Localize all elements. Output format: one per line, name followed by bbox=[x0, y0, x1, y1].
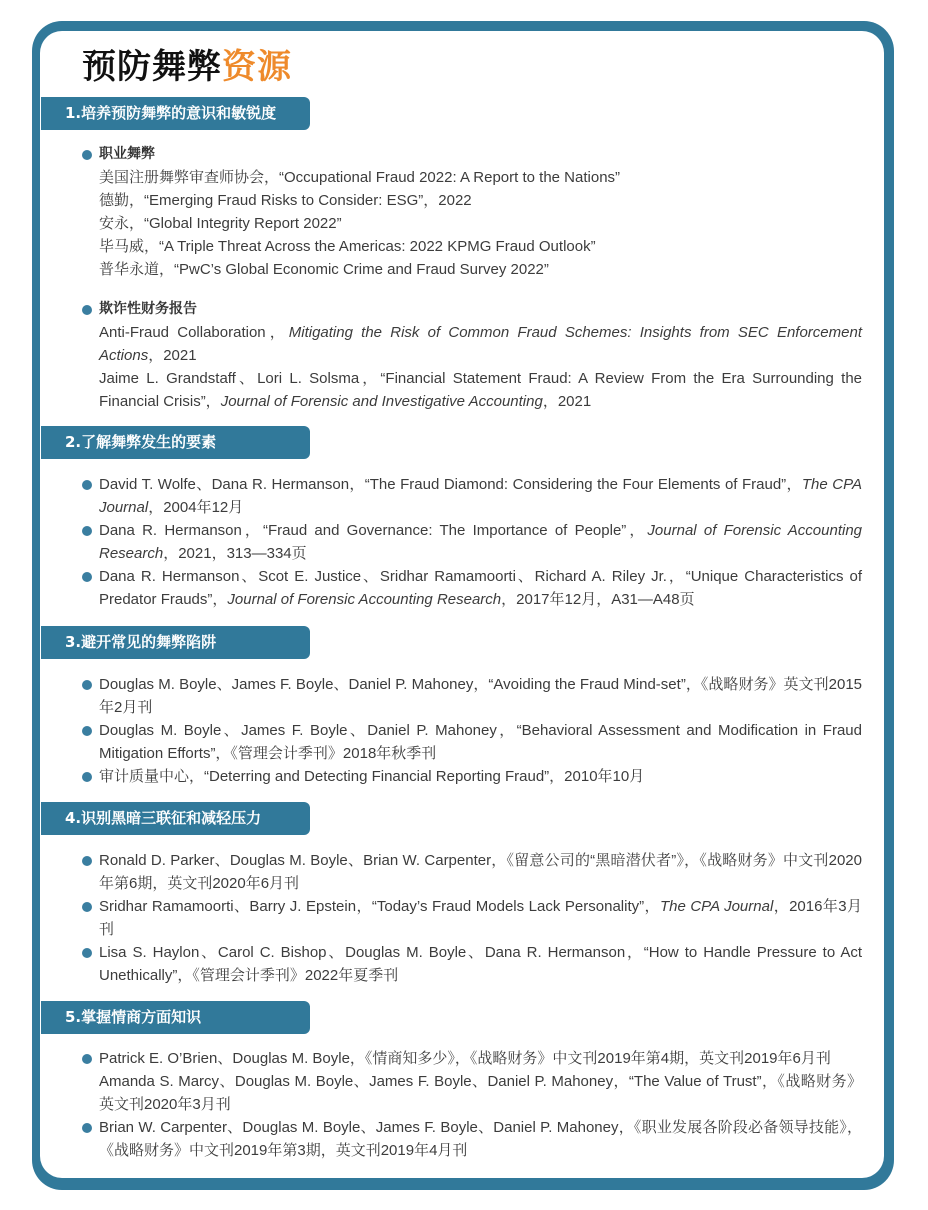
section-1-body bbox=[82, 143, 862, 413]
reference-line: Jaime L. Grandstaff、Lori L. Solsma，“Financial Statement Fraud: A Review From the Era Surrounding the Financial Crisis”，Journal of Forensic and Investigative Accounting，2021 bbox=[99, 370, 862, 410]
group-title: 欺诈性财务报告 bbox=[99, 301, 197, 317]
section-heading-3: 3.避开常见的舞弊陷阱 bbox=[41, 626, 310, 659]
section-3-body bbox=[82, 673, 862, 788]
reference-item: Patrick E. O’Brien、Douglas M. Boyle，《情商知多少》，《战略财务》中文刊2019年第4期，英文刊2019年6月刊 Amanda S. Marcy、Douglas M. Boyle、James F. Boyle、Daniel P. Mahoney，“The Value of Trust”，《战略财务》英文刊2020年3月刊 bbox=[82, 1047, 862, 1116]
reference-group bbox=[82, 298, 862, 413]
reference-line: 安永，“Global Integrity Report 2022” bbox=[99, 215, 342, 232]
page-title-highlight: 资源 bbox=[222, 47, 292, 87]
section-2-body bbox=[82, 473, 862, 611]
reference-item: Douglas M. Boyle、James F. Boyle、Daniel P. Mahoney，“Behavioral Assessment and Modification in Fraud Mitigation Efforts”，《管理会计季刊》2018年秋季刊 bbox=[82, 719, 862, 765]
reference-line: 毕马威，“A Triple Threat Across the Americas: 2022 KPMG Fraud Outlook” bbox=[99, 238, 596, 255]
page-title bbox=[82, 44, 292, 90]
reference-item: 审计质量中心，“Deterring and Detecting Financial Reporting Fraud”，2010年10月 bbox=[82, 765, 862, 788]
bullet-icon bbox=[82, 1054, 92, 1064]
reference-item: David T. Wolfe、Dana R. Hermanson，“The Fraud Diamond: Considering the Four Elements of Fraud”，The CPA Journal，2004年12月 bbox=[82, 473, 862, 519]
bullet-icon bbox=[82, 680, 92, 690]
page-title-main: 预防舞弊 bbox=[82, 47, 222, 87]
reference-item: Dana R. Hermanson，“Fraud and Governance: The Importance of People”，Journal of Forensic Accounting Research，2021，313—334页 bbox=[82, 519, 862, 565]
reference-item: Dana R. Hermanson、Scot E. Justice、Sridhar Ramamoorti、Richard A. Riley Jr.，“Unique Characteristics of Predator Frauds”，Journal of Forensic Accounting Research，2017年12月，A31—A48页 bbox=[82, 565, 862, 611]
reference-line: 普华永道，“PwC’s Global Economic Crime and Fraud Survey 2022” bbox=[99, 261, 549, 278]
bullet-icon bbox=[82, 726, 92, 736]
section-heading-5: 5.掌握情商方面知识 bbox=[41, 1001, 310, 1034]
bullet-icon bbox=[82, 480, 92, 490]
reference-line: 美国注册舞弊审查师协会，“Occupational Fraud 2022: A Report to the Nations” bbox=[99, 169, 621, 186]
bullet-icon bbox=[82, 526, 92, 536]
bullet-icon bbox=[82, 150, 92, 160]
bullet-icon bbox=[82, 1123, 92, 1133]
reference-line: 德勤，“Emerging Fraud Risks to Consider: ESG”，2022 bbox=[99, 192, 472, 209]
section-heading-1: 1.培养预防舞弊的意识和敏锐度 bbox=[41, 97, 310, 130]
bullet-icon bbox=[82, 948, 92, 958]
reference-item: Douglas M. Boyle、James F. Boyle、Daniel P. Mahoney，“Avoiding the Fraud Mind-set”，《战略财务》英文刊2015年2月刊 bbox=[82, 673, 862, 719]
reference-item: Lisa S. Haylon、Carol C. Bishop、Douglas M. Boyle、Dana R. Hermanson，“How to Handle Pressure to Act Unethically”，《管理会计季刊》2022年夏季刊 bbox=[82, 941, 862, 987]
bullet-icon bbox=[82, 305, 92, 315]
section-4-body bbox=[82, 849, 862, 987]
bullet-icon bbox=[82, 772, 92, 782]
reference-item: Sridhar Ramamoorti、Barry J. Epstein，“Today’s Fraud Models Lack Personality”，The CPA Journal，2016年3月刊 bbox=[82, 895, 862, 941]
bullet-icon bbox=[82, 902, 92, 912]
reference-item: Brian W. Carpenter、Douglas M. Boyle、James F. Boyle、Daniel P. Mahoney，《职业发展各阶段必备领导技能》，《战略财务》中文刊2019年第3期，英文刊2019年4月刊 bbox=[82, 1116, 862, 1162]
section-heading-4: 4.识别黑暗三联征和减轻压力 bbox=[41, 802, 310, 835]
bullet-icon bbox=[82, 572, 92, 582]
reference-item: Ronald D. Parker、Douglas M. Boyle、Brian W. Carpenter，《留意公司的“黑暗潜伏者”》，《战略财务》中文刊2020年第6期，英文刊2020年6月刊 bbox=[82, 849, 862, 895]
reference-group bbox=[82, 143, 862, 281]
bullet-icon bbox=[82, 856, 92, 866]
reference-line: Anti-Fraud Collaboration，Mitigating the Risk of Common Fraud Schemes: Insights from SEC Enforcement Actions，2021 bbox=[99, 324, 862, 364]
group-title: 职业舞弊 bbox=[99, 146, 155, 162]
section-5-body bbox=[82, 1047, 862, 1162]
section-heading-2: 2.了解舞弊发生的要素 bbox=[41, 426, 310, 459]
